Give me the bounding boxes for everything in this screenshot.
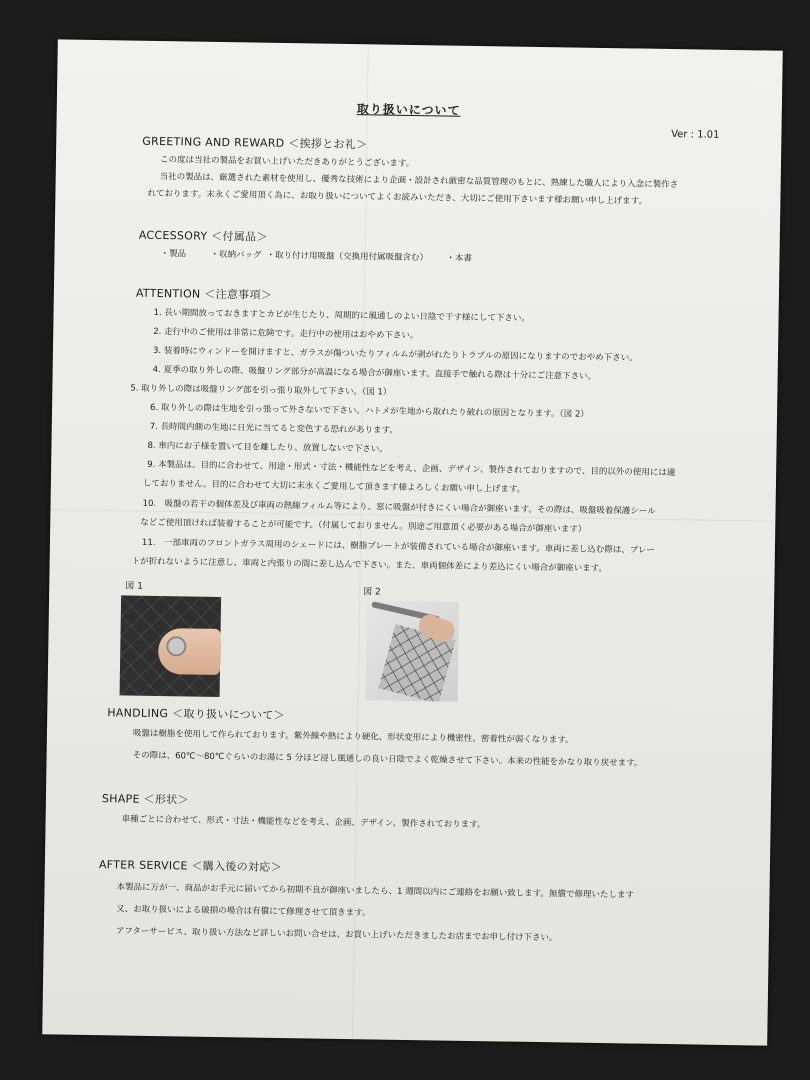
attention-line: 5. 取り外しの際は吸盤リング部を引っ張り取外して下さい。（図 1） [130,383,392,398]
after-service-heading: AFTER SERVICE ＜購入後の対応＞ [98,858,282,874]
after-service-line: 本製品に万が一、商品がお手元に届いてから初期不良が御座いましたら、1 週間以内にご連絡をお願い致します。無償で修理いたします [116,882,634,901]
attention-line: 4. 夏季の取り外しの際、吸盤リング部分が高温になる場合が御座います。直接手で触れる際は十分にご注意下さい。 [152,364,597,382]
attention-line: 6. 取り外しの際は生地を引っ張って外さないで下さい。ハトメが生地から取れたり破れの原因となります。（図 2） [150,402,589,420]
attention-line: 2. 走行中のご使用は非常に危険です。走行中の使用はおやめ下さい。 [153,326,419,342]
accessory-item: ・収納バッグ [210,249,262,261]
handling-line: その際は、60℃～80℃ぐらいのお湯に 5 分ほど浸し風通しの良い日陰でよく乾燥させて下さい。本来の性能をかなり取り戻せます。 [132,750,643,769]
attention-line: 11. 一部車両のフロントガラス周用のシェードには、樹脂プレートが装備されている場合が御座います。車両に差し込む際は、プレー [141,537,655,556]
shape-line: 車種ごとに合わせて、形式・寸法・機能性などを考え、企画、デザイン、製作されております。 [121,814,486,831]
figure-1-photo [120,595,222,697]
figure-2-label: 図 2 [363,587,381,598]
attention-line: 9. 本製品は、目的に合わせて、用途・形式・寸法・機能性などを考え、企画、デザイン、製作されておりますので、目的以外の使用には適 [147,459,676,479]
greeting-line: この度は当社の製品をお買い上げいただきありがとうございます。 [159,154,415,169]
version-label: Ver : 1.01 [671,129,720,141]
accessory-item: ・製品 [160,249,187,260]
handling-heading: HANDLING ＜取り扱いについて＞ [107,706,285,723]
attention-line: トが折れないように注意し、車両と内張りの間に差し込んで下さい。また、車両個体差により差込にくい場合が御座います。 [131,556,608,575]
greeting-heading: GREETING AND REWARD ＜挨拶とお礼＞ [142,134,368,152]
attention-heading: ATTENTION ＜注意事項＞ [135,286,273,302]
figure-2-photo [366,600,460,701]
greeting-line: 当社の製品は、厳選された素材を使用し、優秀な技術により企画・設計され厳密な品質管理のもとに、熟練した職人により入念に製作さ [159,171,679,191]
attention-line: 8. 車内にお子様を置いて目を離したり、放置しないで下さい。 [147,440,388,455]
attention-line: 3. 装着時にウィンドーを開けますと、ガラスが傷ついたりフィルムが剥がれたりトラブルの原因になりますのでおやめ下さい。 [152,345,638,364]
attention-line: などご使用頂ければ装着することが可能です。（付属しておりません。別途ご用意頂く必要がある場合が御座います） [140,517,587,535]
attention-line: 1. 長い期間放っておきますとカビが生じたり、周期的に風通しのよい日陰で干す様にして下さい。 [153,307,530,324]
after-service-line: アフターサービス、取り扱い方法など詳しいお問い合せは、お買い上げいただきましたお店までお申し付け下さい。 [115,926,558,944]
accessory-item: ・取り付け用吸盤（交換用付属吸盤含む） [266,250,429,264]
attention-line: しておりません。目的に合わせて大切に末永くご愛用して頂きます様よろしくお願い申し上げます。 [142,478,526,495]
document-title: 取り扱いについて [356,102,461,118]
after-service-line: 又、お取り扱いによる破損の場合は有償にて修理させて頂きます。 [116,904,371,919]
shape-heading: SHAPE ＜形状＞ [101,792,189,807]
figure-1-label: 図 1 [125,581,143,592]
attention-line: 10. 吸盤の若干の個体差及び車両の熱線フィルム等により、窓に吸盤が付きにくい場合が御座います。その際は、吸盤吸着保護シール [142,498,656,517]
accessory-item: ・本書 [446,253,473,264]
attention-line: 7. 長時間内側の生地に日光に当てると変色する恐れがあります。 [149,421,398,436]
greeting-line: れております。末永くご愛用頂く為に、お取り扱いについてよくお読みいただき、大切にご使用下さいます様お願い申し上げます。 [147,188,648,207]
instruction-sheet [42,39,783,1045]
handling-line: 吸盤は樹脂を使用して作られております。紫外線や熱により硬化、形状変形により機密性、密着性が弱くなります。 [132,728,574,746]
accessory-heading: ACCESSORY ＜付属品＞ [138,228,268,244]
